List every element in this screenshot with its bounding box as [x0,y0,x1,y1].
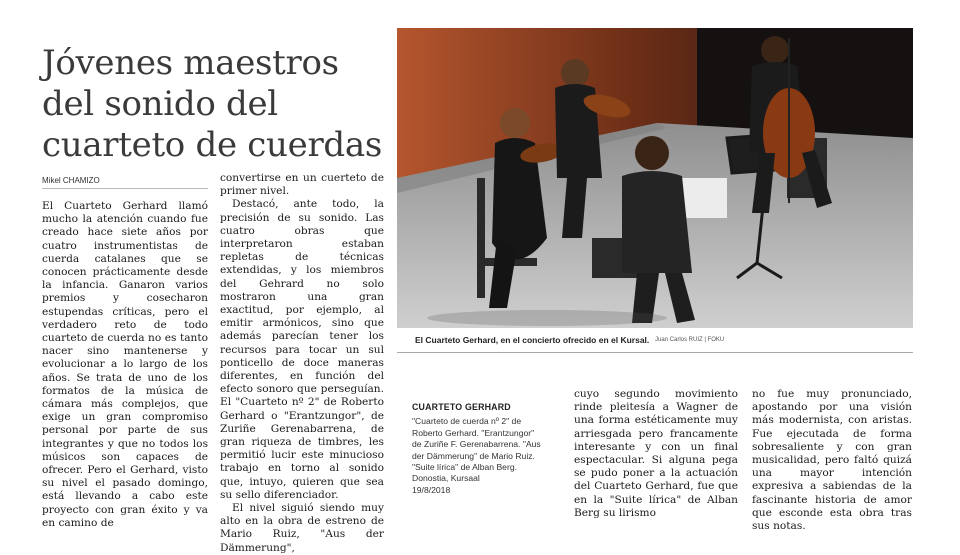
text-column-4 [752,388,912,533]
text-column-2 [220,172,384,555]
paragraph: El Cuarteto Gerhard llamó mucho la atención cuando fue creado hace siete años por cuatro instrumentistas de cuerda catalanes que se conocen prácticamente desde la infancia. Ganaron varios premios y cosecharon estupendas críticas, pero el verdadero reto de todo cuarteto de cuerda no es tanto nacer sino mantenerse y evolucionar a lo largo de los años. Se trata de uno de los formatos de la música de cámara más complejos, que exige un gran compromiso personal por parte de sus integrantes y que no todos los músicos son capaces de ofrecer. Pero el Gerhard, visto su nivel el pasado domingo, está llevando a cabo este proyecto con gran éxito y va en camino de [42,200,208,529]
info-line: Roberto Gerhard. "Erantzungor" [412,427,535,438]
info-line: "Suite lírica" de Alban Berg. [412,462,517,473]
info-line: de Zuriñe F. Gerenabarrena. "Aus [412,439,541,450]
photo-credit: Juan Carlos RUIZ | FOKU [655,337,725,343]
paragraph: no fue muy pronunciado, apostando por una visión más modernista, con aristas. Fue ejecutada de forma sobresaliente y con gran musicalidad, pero faltó quizá una mayor intención expresiva a sabiendas de la fascinante historia de amor que esconde esta obra tras sus notas. [752,388,912,533]
info-line: Donostia, Kursaal [412,473,480,484]
quartet-photo [397,28,913,328]
photo-caption: El Cuarteto Gerhard, en el concierto ofrecido en el Kursal. [415,335,650,345]
paragraph: Destacó, ante todo, la precisión de su sonido. Las cuatro obras que interpretaron estaban repletas de técnicas extendidas, y los miembros del Gehrard no solo mostraron una gran exactitud, por ejemplo, al emitir armónicos, sino que además parecían tener los recursos para tocar un sul ponticello de doce maneras diferentes, en función del efecto sonoro que perseguían. El "Cuarteto nº 2" de Roberto Gerhard o "Erantzungor", de Zuriñe Gerenabarrena, de gran riqueza de timbres, les permitió lucir este minucioso trabajo en torno al sonido que, intuyo, quieren que sea su sello diferenciador. [220,198,384,501]
concert-stage-illustration [397,28,913,328]
paragraph: convertirse en un cuerteto de primer nivel. [220,172,384,198]
paragraph: cuyo segundo movimiento rinde pleitesía a Wagner de una forma estéticamente muy arriesgada pero francamente interesante y con un final espectacular. Si alguna pega se pudo poner a la actuación del Cuarteto Gerhard, fue que en la "Suite lírica" de Alban Berg su lirismo [574,388,738,519]
paragraph: El nivel siguió siendo muy alto en la obra de estreno de Mario Ruiz, "Aus der Dämmerung", [220,502,384,554]
info-line: der Dämmerung" de Mario Ruiz. [412,450,535,461]
text-column-1 [42,200,208,530]
concert-info-box [412,402,562,496]
info-line: 19/8/2018 [412,484,451,495]
article-title: Jóvenes maestros del sonido del cuarteto de cuerdas [42,42,382,165]
info-heading: CUARTETO GERHARD [412,402,511,412]
text-column-3 [574,388,738,520]
info-line: "Cuarteto de cuerda nº 2" de [412,416,522,427]
author-byline: Mikel CHAMIZO [42,176,208,189]
